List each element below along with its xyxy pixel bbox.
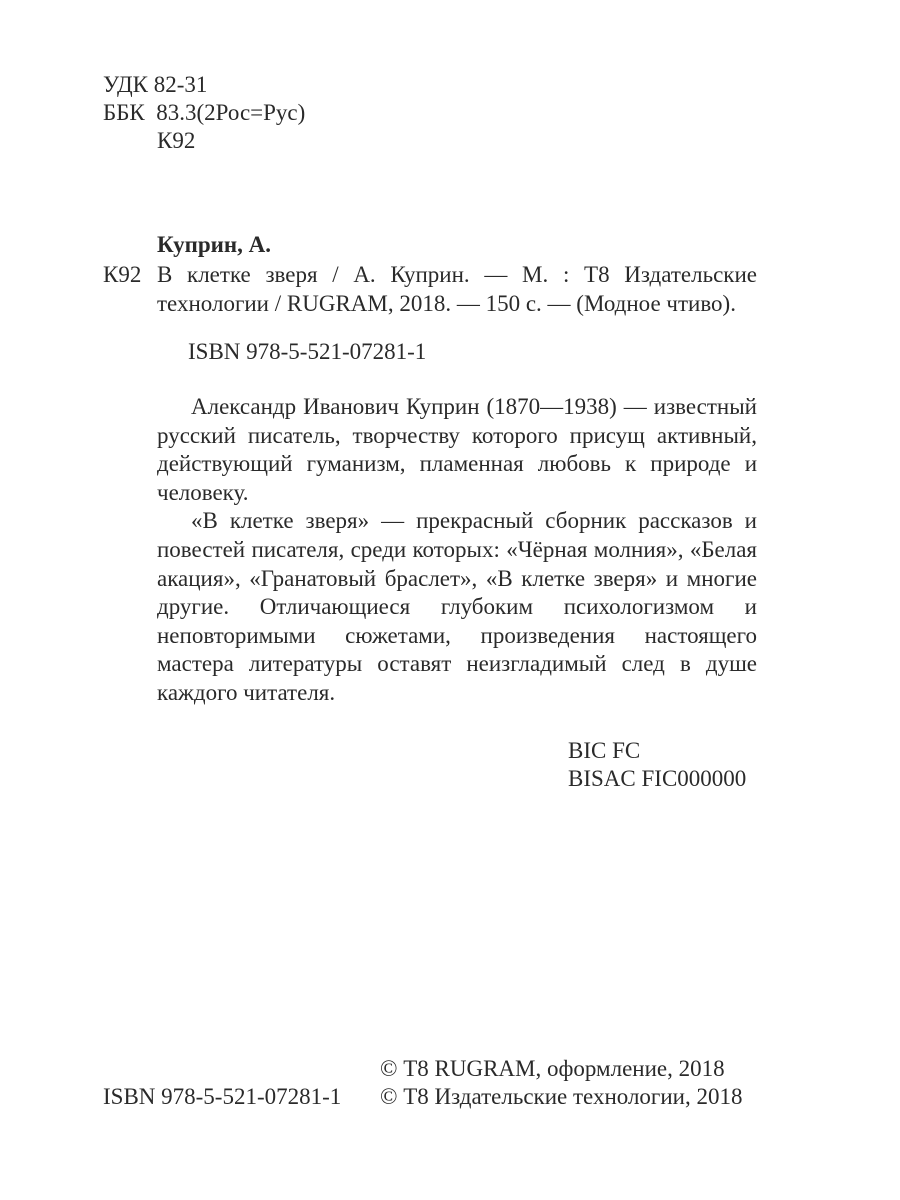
annotation (157, 393, 757, 708)
bibliographic-author-mark: К92 (103, 262, 142, 287)
copyright-publisher: © Т8 Издательские технологии, 2018 (380, 1084, 743, 1109)
bic-code: BIC FC (568, 738, 641, 763)
annotation-paragraph: Александр Иванович Куприн (1870—1938) — известный русский писатель, творчеству которого присущ активный, действующий гуманизм, пламенная любовь к природе и человеку. (157, 394, 757, 505)
footer-isbn: ISBN 978-5-521-07281-1 (103, 1084, 342, 1109)
author-heading: Куприн, А. (157, 232, 272, 257)
copyright-design: © Т8 RUGRAM, оформление, 2018 (380, 1056, 725, 1081)
udk-code: УДК 82-31 (103, 72, 208, 97)
bibliographic-description: В клетке зверя / А. Куприн. — М. : Т8 Издательские технологии / RUGRAM, 2018. — 150 с. — (Модное чтиво). (157, 262, 757, 316)
author-mark: К92 (157, 128, 196, 153)
bbk-code: ББК 83.3(2Рос=Рус) (103, 100, 306, 125)
bisac-code: BISAC FIC000000 (568, 766, 747, 791)
isbn-line: ISBN 978-5-521-07281-1 (188, 339, 427, 364)
annotation-paragraph: «В клетке зверя» — прекрасный сборник рассказов и повестей писателя, среди которых: «Чёрная молния», «Белая акация», «Гранатовый браслет», «В клетке зверя» и многие другие. Отличающиеся глубоким психологизмом и неповторимыми сюжетами, произведения настоящего мастера литературы оставят неизгладимый след в душе каждого читателя. (157, 508, 757, 705)
